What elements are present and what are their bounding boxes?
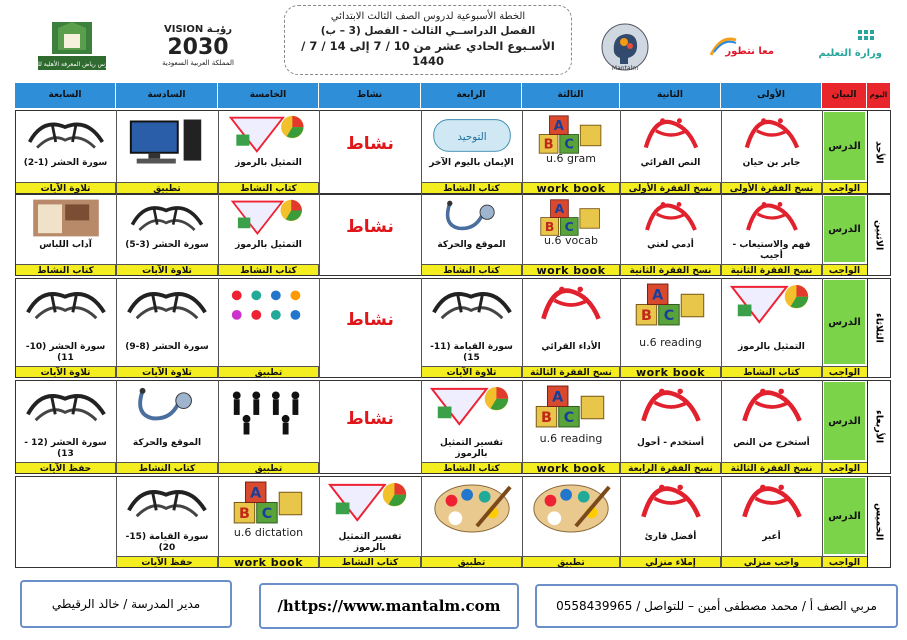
lesson-title: سورة الحشر (1-2) xyxy=(23,158,108,168)
lesson-title: التمثيل بالرموز xyxy=(235,240,302,250)
lughati-icon xyxy=(627,480,715,526)
school-name: مدارس رياض المعرفة الأهلية للبنين xyxy=(28,61,116,68)
lughati-icon xyxy=(728,384,816,430)
lesson-title: أعبر xyxy=(762,532,781,542)
stethoscope-icon xyxy=(428,198,516,238)
lughati-icon xyxy=(728,480,816,526)
lesson-title: u.6 reading xyxy=(639,336,702,349)
vision-text: VISION رؤيـة xyxy=(164,24,232,35)
plan-week: الأسـبوع الحادي عشر من 10 / 7 إلى 14 / 7 / 1440 xyxy=(301,39,555,68)
column-divider xyxy=(620,380,621,474)
homework-cell: تلاوة الآيات xyxy=(15,366,116,378)
homework-cell: كتاب النشاط xyxy=(218,182,319,194)
column-header: الخامسة xyxy=(218,83,319,108)
mantalm-brain-logo xyxy=(600,22,650,72)
column-divider xyxy=(620,110,621,194)
lesson-label: الدرس xyxy=(824,112,865,180)
column-divider xyxy=(319,476,320,568)
lughati-icon xyxy=(627,384,715,430)
lesson-title: فهم والاستيعاب - أجيب xyxy=(732,240,811,261)
homework-cell: كتاب النشاط xyxy=(218,264,319,276)
column-divider xyxy=(522,110,523,194)
homework-cell: تلاوة الآيات xyxy=(116,366,218,378)
lesson-title: تفسير التمثيل بالرموز xyxy=(440,438,503,459)
homework-cell: واجب منزلي xyxy=(721,556,822,568)
column-divider xyxy=(522,278,523,378)
lesson-title: أستخرج من النص xyxy=(733,438,810,448)
stethoscope-icon xyxy=(123,384,211,430)
chart-icon xyxy=(428,384,516,430)
lesson-title: سورة الحشر (10-11) xyxy=(25,342,106,363)
quran-icon xyxy=(22,114,110,156)
svg-text:C: C xyxy=(564,137,574,153)
svg-text:B: B xyxy=(238,505,250,522)
homework-cell: تطبيق xyxy=(218,366,319,378)
day-name: الثلاثاء xyxy=(867,278,891,378)
column-divider xyxy=(421,380,422,474)
homework-cell: كتاب النشاط xyxy=(319,556,421,568)
svg-text:C: C xyxy=(563,409,575,426)
lughati-icon xyxy=(527,282,615,328)
abc-blocks-icon xyxy=(527,384,615,430)
activity-text: نشاط xyxy=(346,310,394,330)
column-divider xyxy=(822,194,823,276)
computer-icon xyxy=(123,114,211,170)
lesson-label: الدرس xyxy=(824,478,865,554)
day-name: الاثنين xyxy=(867,194,891,276)
column-divider xyxy=(319,110,320,194)
abc-blocks-icon xyxy=(527,114,615,156)
lesson-label: الدرس xyxy=(824,382,865,460)
homework-label: الواجب xyxy=(822,264,867,276)
homework-cell: تلاوة الآيات xyxy=(15,182,116,194)
svg-text:B: B xyxy=(640,307,652,324)
homework-cell: كتاب النشاط xyxy=(15,264,116,276)
homework-cell: كتاب النشاط xyxy=(421,264,522,276)
quran-icon xyxy=(428,282,516,328)
homework-cell: تلاوة الآيات xyxy=(116,264,218,276)
column-divider xyxy=(721,380,722,474)
activity-text: نشاط xyxy=(346,134,394,154)
vision-2030-logo xyxy=(148,20,248,72)
column-divider xyxy=(620,476,621,568)
column-divider xyxy=(620,194,621,276)
column-divider xyxy=(822,380,823,474)
svg-text:التوحيد: التوحيد xyxy=(456,131,487,144)
homework-label: الواجب xyxy=(822,182,867,194)
ministry-of-education-logo xyxy=(796,26,884,66)
column-divider xyxy=(822,476,823,568)
lesson-title: تفسير التمثيل بالرموز xyxy=(338,532,402,553)
column-divider xyxy=(218,110,219,194)
weekly-plan-table xyxy=(15,83,891,569)
chart-icon xyxy=(326,480,414,526)
svg-text:A: A xyxy=(554,201,565,217)
column-header: الثالثة xyxy=(522,83,620,108)
column-divider xyxy=(218,380,219,474)
lesson-title: أستخدم - أحول xyxy=(637,438,704,448)
homework-cell: work book xyxy=(522,182,620,194)
chart-icon xyxy=(225,114,313,156)
lesson-title: سورة الحشر (3-5) xyxy=(125,240,209,250)
lesson-title: u.6 reading xyxy=(539,432,603,445)
homework-cell: تطبيق xyxy=(116,182,218,194)
book-photo-icon xyxy=(22,198,110,238)
lesson-title: التمثيل بالرموز xyxy=(738,342,805,352)
column-divider xyxy=(319,380,320,474)
day-name: الخميس xyxy=(867,476,891,568)
homework-cell: work book xyxy=(620,366,721,378)
column-divider xyxy=(218,278,219,378)
plan-title: الخطة الأسبوعية لدروس الصف الثالث الابتدائي xyxy=(330,11,526,22)
quran-icon xyxy=(22,282,110,328)
lesson-title: أفضل قارئ xyxy=(644,532,697,542)
homework-cell: نسخ الفقرة الثانية xyxy=(620,264,721,276)
column-header: السابعة xyxy=(15,83,116,108)
lesson-title: الموقع والحركة xyxy=(437,240,506,250)
teacher-box xyxy=(535,584,898,628)
homework-cell: نسخ الفقرة الأولى xyxy=(620,182,721,194)
lesson-label: الدرس xyxy=(824,196,865,262)
column-divider xyxy=(218,476,219,568)
lughati-icon xyxy=(728,114,816,156)
lesson-title: سورة الحشر (8-9) xyxy=(125,342,209,352)
column-divider xyxy=(421,110,422,194)
svg-text:B: B xyxy=(544,218,555,234)
sports-icon xyxy=(225,282,313,338)
teacher-contact: مربي الصف أ / محمد مصطفى أمين – للتواصل / 0558439965 xyxy=(556,599,877,613)
abc-blocks-icon xyxy=(225,480,313,526)
column-divider xyxy=(522,476,523,568)
column-divider xyxy=(522,194,523,276)
lesson-title: الإيمان باليوم الآخر xyxy=(429,158,514,168)
lesson-title: الأداء القرائي xyxy=(541,342,601,352)
column-divider xyxy=(721,476,722,568)
lesson-title: التمثيل بالرموز xyxy=(235,158,302,168)
homework-cell: نسخ الفقرة الثالثة xyxy=(522,366,620,378)
vision-sub: المملكة العربية السعودية xyxy=(162,59,234,67)
svg-text:A: A xyxy=(651,287,663,304)
quran-icon xyxy=(123,282,211,328)
lesson-title: u.6 dictation xyxy=(233,526,304,539)
mutaq-label: معا نتطور xyxy=(725,46,774,57)
svg-text:B: B xyxy=(543,137,554,153)
lesson-title: أدمي لغتي xyxy=(647,240,694,250)
homework-cell: حفظ الآيات xyxy=(15,462,116,474)
column-divider xyxy=(116,380,117,474)
homework-cell: نسخ الفقرة الأولى xyxy=(721,182,822,194)
principal-name: مدير المدرسة / خالد الرقيطي xyxy=(51,597,201,611)
homework-cell: نسخ الفقرة الثانية xyxy=(721,264,822,276)
svg-text:A: A xyxy=(553,118,564,134)
quran-icon xyxy=(22,384,110,430)
homework-cell: حفظ الآيات xyxy=(116,556,218,568)
column-divider xyxy=(116,476,117,568)
chart-icon xyxy=(728,282,816,328)
lughati-icon xyxy=(627,198,715,238)
homework-cell: نسخ الفقرة الثالثة xyxy=(721,462,822,474)
homework-cell: work book xyxy=(218,556,319,568)
tawheed-icon xyxy=(428,114,516,156)
chart-icon xyxy=(225,198,313,238)
column-divider xyxy=(721,194,722,276)
page-header xyxy=(0,0,907,80)
column-divider xyxy=(822,278,823,378)
day-name: الأربعاء xyxy=(867,380,891,474)
mutaq-logo xyxy=(706,30,776,62)
homework-cell: كتاب النشاط xyxy=(421,182,522,194)
lughati-icon xyxy=(728,198,816,238)
quran-icon xyxy=(123,480,211,526)
activity-text: نشاط xyxy=(346,217,394,237)
column-divider xyxy=(620,278,621,378)
homework-cell: تطبيق xyxy=(218,462,319,474)
column-header: الثانية xyxy=(620,83,721,108)
column-divider xyxy=(522,380,523,474)
column-header: اليوم xyxy=(867,83,891,108)
svg-text:B: B xyxy=(541,409,552,426)
homework-cell: work book xyxy=(522,264,620,276)
homework-cell: نسخ الفقرة الرابعة xyxy=(620,462,721,474)
homework-cell: كتاب النشاط xyxy=(721,366,822,378)
homework-cell: تطبيق xyxy=(522,556,620,568)
lesson-title: u.6 vocab xyxy=(544,234,598,247)
activity-text: نشاط xyxy=(346,409,394,429)
lesson-title: u.6 gram xyxy=(546,152,596,165)
homework-label: الواجب xyxy=(822,556,867,568)
homework-cell: work book xyxy=(522,462,620,474)
moe-label: وزارة التعليم xyxy=(818,48,882,59)
column-divider xyxy=(116,194,117,276)
plan-semester: الفصل الدراســي الثالث - الفصل (3 – ب) xyxy=(320,25,536,37)
column-divider xyxy=(218,194,219,276)
lesson-title: النص القرائي xyxy=(640,158,701,168)
column-divider xyxy=(822,110,823,194)
palette-icon xyxy=(428,480,516,536)
column-header: نشاط xyxy=(319,83,421,108)
column-divider xyxy=(721,278,722,378)
svg-text:C: C xyxy=(564,218,574,234)
principal-box xyxy=(20,580,232,628)
lesson-label: الدرس xyxy=(824,280,865,364)
svg-text:A: A xyxy=(552,389,564,406)
vision-year: 2030 xyxy=(167,35,229,60)
column-divider xyxy=(116,278,117,378)
svg-text:A: A xyxy=(249,485,261,502)
column-divider xyxy=(421,278,422,378)
silhouettes-icon xyxy=(225,384,313,440)
lesson-title: جابر بن حيان xyxy=(742,158,801,168)
column-header: السادسة xyxy=(116,83,218,108)
day-name: الأحد xyxy=(867,110,891,194)
abc-blocks-icon xyxy=(527,198,615,238)
column-divider xyxy=(721,110,722,194)
column-divider xyxy=(421,476,422,568)
lesson-title: آداب اللباس xyxy=(39,240,92,250)
palette-icon xyxy=(527,480,615,536)
plan-title-box xyxy=(284,5,572,75)
lesson-title: سورة القيامة (11-15) xyxy=(430,342,513,363)
homework-cell: كتاب النشاط xyxy=(116,462,218,474)
lughati-icon xyxy=(627,114,715,156)
homework-label: الواجب xyxy=(822,366,867,378)
lesson-title: سورة الحشر (12 - 13) xyxy=(24,438,107,459)
lesson-title: سورة القيامة (15-20) xyxy=(125,532,209,553)
lesson-title: الموقع والحركة xyxy=(132,438,202,448)
website-box xyxy=(259,583,519,629)
homework-cell: إملاء منزلي xyxy=(620,556,721,568)
school-logo xyxy=(28,20,116,72)
website-link[interactable]: /https://www.mantalm.com xyxy=(277,597,501,615)
homework-label: الواجب xyxy=(822,462,867,474)
homework-cell: كتاب النشاط xyxy=(421,462,522,474)
column-header: الرابعة xyxy=(421,83,522,108)
column-divider xyxy=(319,278,320,378)
column-divider xyxy=(319,194,320,276)
svg-text:C: C xyxy=(663,307,674,324)
quran-icon xyxy=(123,198,211,238)
column-divider xyxy=(421,194,422,276)
abc-blocks-icon xyxy=(627,282,715,328)
column-divider xyxy=(116,110,117,194)
homework-cell: تلاوة الآيات xyxy=(421,366,522,378)
brain-label: Mantalm xyxy=(611,65,639,72)
svg-text:C: C xyxy=(261,505,272,522)
column-header: الأولى xyxy=(721,83,822,108)
homework-cell: تطبيق xyxy=(421,556,522,568)
column-header: البيان xyxy=(822,83,867,108)
